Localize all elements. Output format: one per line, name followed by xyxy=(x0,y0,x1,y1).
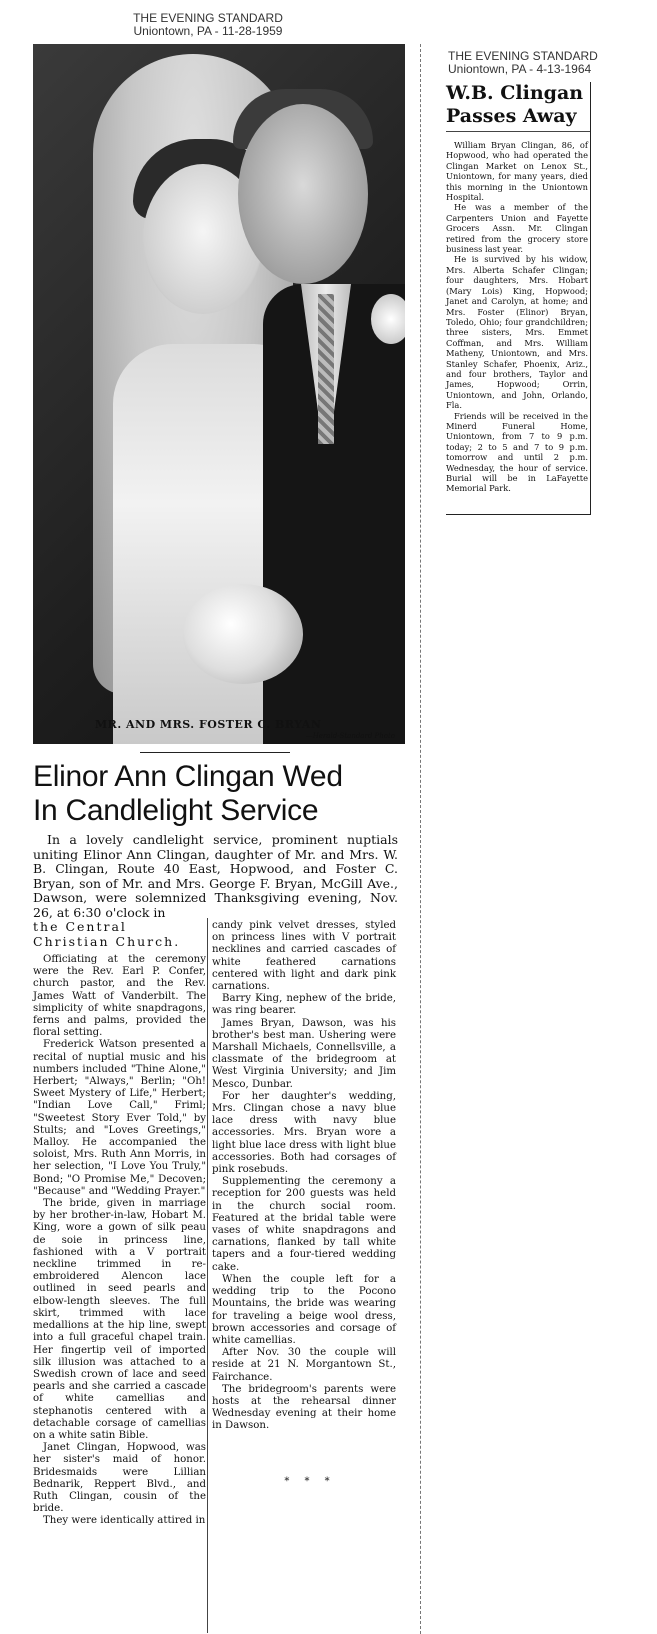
end-mark: * * * xyxy=(284,1476,336,1487)
column-a-paragraph: Officiating at the ceremony were the Rev. Earl P. Confer, church pastor, and the Rev. James Watt of Vanderbilt. The simplicity of white snapdragons, ferns and palms, provided the floral setting. xyxy=(33,954,206,1039)
photo-caption: MR. AND MRS. FOSTER C. BRYAN xyxy=(95,718,322,731)
wedding-column-a xyxy=(33,954,206,1528)
obituary-headline xyxy=(446,82,592,128)
column-b-paragraph: For her daughter's wedding, Mrs. Clingan chose a navy blue lace dress with navy blue accessories. Mrs. Bryan wore a light blue lace dress with light blue accessories. Both had corsages of pink rosebuds. xyxy=(212,1090,396,1176)
obituary-source-label xyxy=(448,50,648,76)
wedding-column-b xyxy=(212,920,396,1433)
column-a-paragraph: The bride, given in marriage by her brother-in-law, Hobart M. King, wore a gown of silk peau de soie in princess line, fashioned with a V portrait neckline trimmed in re-embroidered Alencon lace outlined in seed pearls and elbow-length sleeves. The full skirt, trimmed with lace medallions at the hip line, swept into a full graceful chapel train. Her fingertip veil of imported silk illusion was attached to a Swedish crown of lace and seed pearls and she carried a cascade of white camellias and stephanotis centered with a detachable corsage of camellias on a white satin Bible. xyxy=(33,1198,206,1441)
column-b-paragraph: The bridegroom's parents were hosts at the rehearsal dinner Wednesday evening at their home in Dawson. xyxy=(212,1383,396,1432)
wedding-lede-tail: the Central Christian Church. xyxy=(33,919,181,949)
wedding-photo xyxy=(33,44,405,744)
obituary-paragraph: Friends will be received in the Minerd Funeral Home, Uniontown, from 7 to 9 p.m. today; 2 to 5 and 7 to 9 p.m. tomorrow and until 2 p.m. Wednesday, the hour of service. Burial will be in LaFayette Memorial Park. xyxy=(446,410,588,494)
obituary-body xyxy=(446,140,588,494)
column-b-paragraph: When the couple left for a wedding trip to the Pocono Mountains, the bride was wearing for traveling a beige wool dress, brown accessories and corsage of white camellias. xyxy=(212,1273,396,1346)
obituary-source-dateline: Uniontown, PA - 4-13-1964 xyxy=(448,62,592,76)
column-rule xyxy=(207,918,208,1633)
wedding-source-dateline: Uniontown, PA - 11-28-1959 xyxy=(133,24,283,38)
wedding-source-label xyxy=(118,12,298,38)
wedding-source-name: THE EVENING STANDARD xyxy=(133,11,283,25)
column-b-paragraph: candy pink velvet dresses, styled on princess lines with V portrait necklines and carried cascades of white feathered carnations centered with light and dark pink carnations. xyxy=(212,920,396,993)
wedding-headline-line2: In Candlelight Service xyxy=(33,794,319,827)
photo-bouquet xyxy=(183,584,303,684)
column-b-paragraph: After Nov. 30 the couple will reside at 21 N. Morgantown St., Fairchance. xyxy=(212,1347,396,1383)
column-b-paragraph: James Bryan, Dawson, was his brother's best man. Ushering were Marshall Michaels, Connellsville, a classmate of the bridegroom at West Virginia University; and Jim Mesco, Dunbar. xyxy=(212,1017,396,1090)
caption-rule xyxy=(140,752,290,753)
column-a-paragraph: They were identically attired in xyxy=(43,1515,206,1527)
wedding-headline-line1: Elinor Ann Clingan Wed xyxy=(33,760,343,793)
column-a-paragraph: Frederick Watson presented a recital of nuptial music and his numbers included "Thine Alone," Herbert; "Always," Berlin; "Oh! Sweet Mystery of Life," Herbert; "Indian Love Call," Friml; "Sweetest Story Ever Told," by Stults; and "Loves Greetings," Malloy. He accompanied the soloist, Mrs. Ruth Ann Morris, in her selection, "I Love You Truly," Bond; "O Promise Me," Decoven; "Because" and "Wedding Prayer." xyxy=(33,1039,206,1197)
column-a-paragraph: Janet Clingan, Hopwood, was her sister's maid of honor. Bridesmaids were Lillian Bednarik, Reppert Blvd., and Ruth Clingan, cousin of the bride. xyxy=(33,1442,206,1515)
wedding-headline xyxy=(33,760,413,828)
obituary-paragraph: William Bryan Clingan, 86, of Hopwood, who had operated the Clingan Market on Lenox St., Uniontown, for many years, died this morning in the Uniontown Hospital. xyxy=(446,140,588,203)
obituary-headline-line2: Passes Away xyxy=(446,105,577,127)
photo-groom-tie xyxy=(318,294,334,444)
obituary-paragraph: He was a member of the Carpenters Union and Fayette Grocers Assn. Mr. Clingan retired from the grocery store business last year. xyxy=(446,202,588,255)
photo-groom-face xyxy=(238,104,368,284)
photo-boutonniere xyxy=(371,294,405,344)
column-b-paragraph: Barry King, nephew of the bride, was ring bearer. xyxy=(212,993,396,1017)
obituary-paragraph: He is survived by his widow, Mrs. Alberta Schafer Clingan; four daughters, Mrs. Hobart (Mary Lois) King, Hopwood; Janet and Carolyn, at home; and Mrs. Foster (Elinor) Bryan, Toledo, Ohio; four grandchildren; three sisters, Mrs. Emmet Coffman, and Mrs. William Matheny, Uniontown, and Mrs. Stanley Schafer, Phoenix, Ariz., and four brothers, Taylor and James, Hopwood; Orrin, Uniontown, and John, Orlando, Fla. xyxy=(446,254,588,411)
clipping-divider xyxy=(420,44,421,1634)
photo-credit: —Herald-Standard Photo xyxy=(305,732,395,740)
obituary-source-name: THE EVENING STANDARD xyxy=(448,49,598,63)
obituary-headline-rule xyxy=(446,131,590,132)
obituary-headline-line1: W.B. Clingan xyxy=(446,82,584,104)
wedding-lede: In a lovely candlelight service, prominent nuptials uniting Elinor Ann Clingan, daughter of Mr. and Mrs. W. B. Clingan, Route 40 East, Hopwood, and Foster C. Bryan, son of Mr. and Mrs. George F. Bryan, McGill Ave., Dawson, were solemnized Thanksgiving evening, Nov. 26, at 6:30 o'clock in xyxy=(33,832,398,920)
column-b-paragraph: Supplementing the ceremony a reception for 200 guests was held in the church social room. Featured at the bridal table were vases of white snapdragons and carnations, flanked by tall white tapers and a four-tiered wedding cake. xyxy=(212,1176,396,1273)
